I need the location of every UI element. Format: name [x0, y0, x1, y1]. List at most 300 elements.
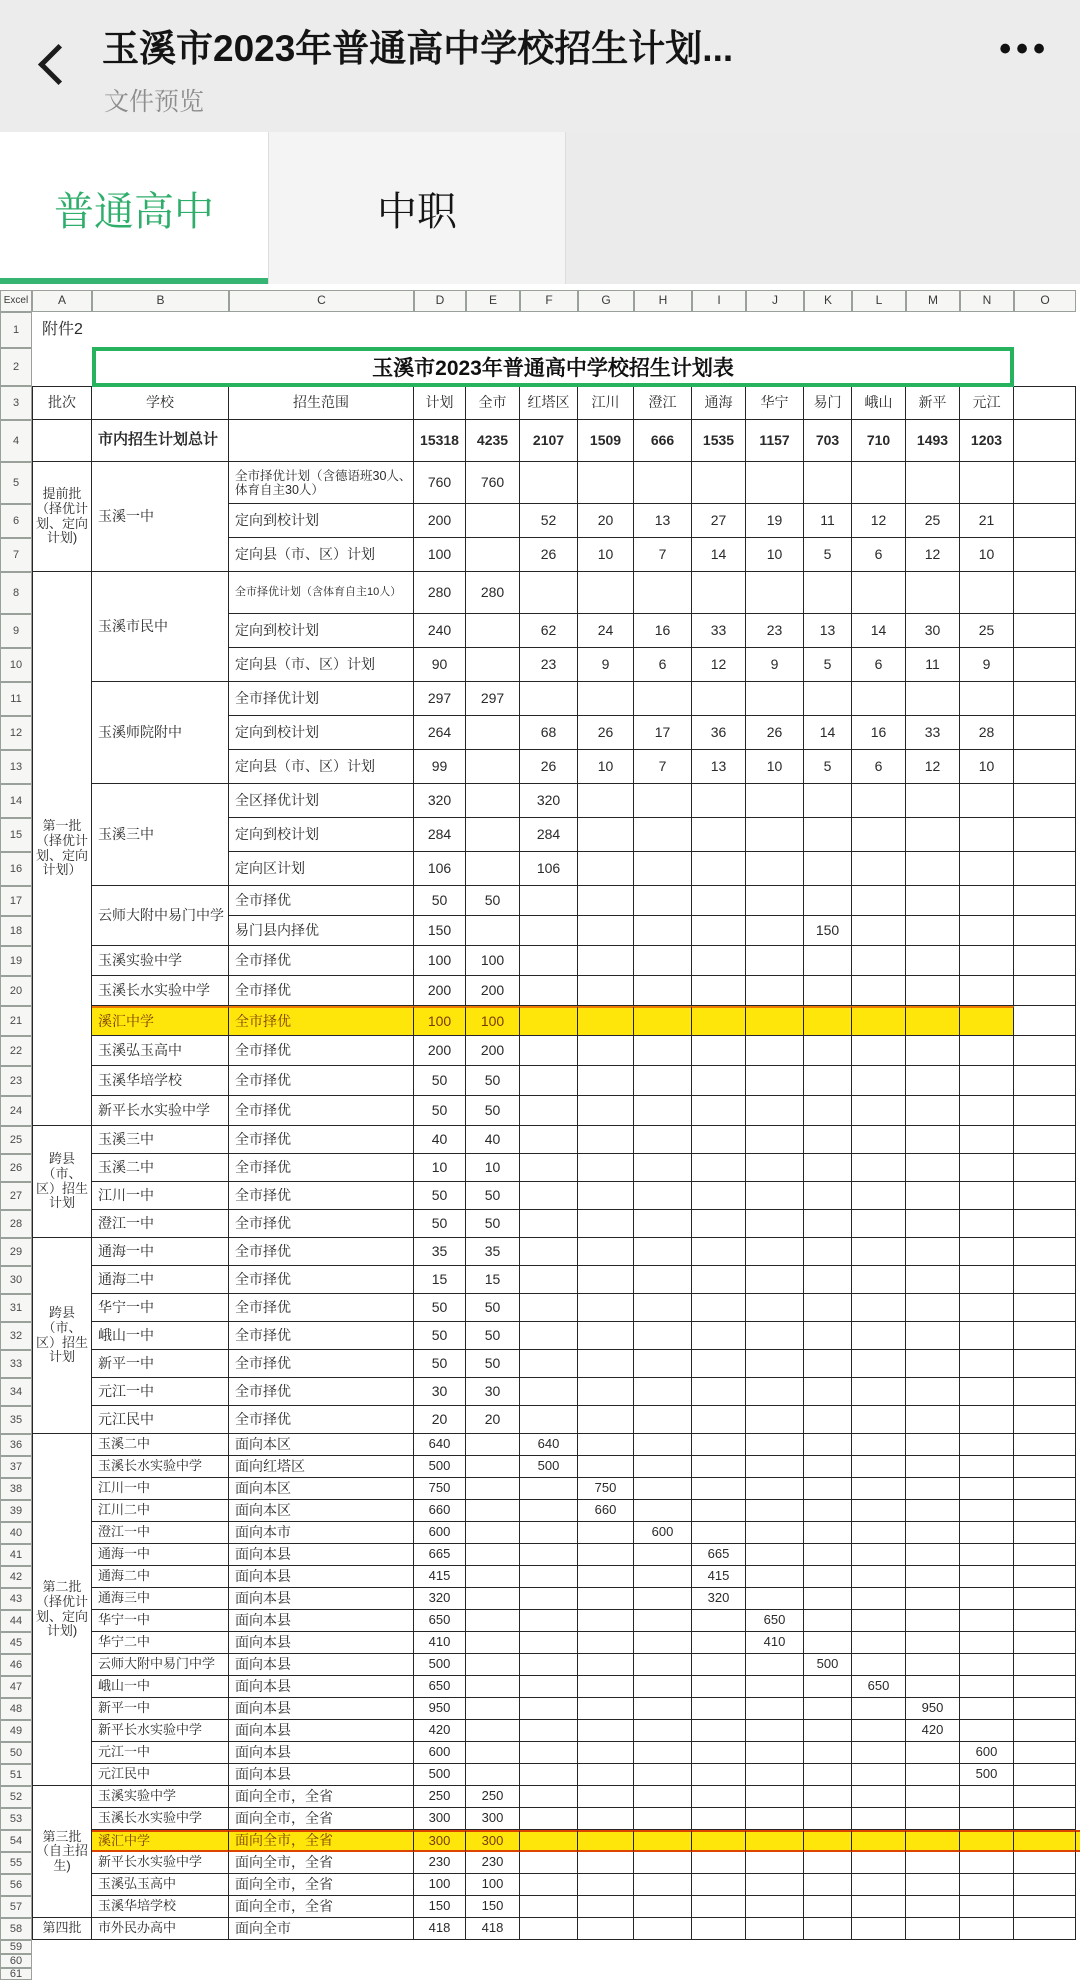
row-number-18: 18: [0, 916, 32, 946]
cell-M13: 12: [906, 750, 960, 784]
row-number-39: 39: [0, 1500, 32, 1522]
cell-E35: 20: [466, 1406, 520, 1434]
cell-E17: 50: [466, 886, 520, 916]
cell-H24: [634, 1096, 692, 1126]
cell-I18: [692, 916, 746, 946]
cell-I7: 14: [692, 538, 746, 572]
cell-F32: [520, 1322, 578, 1350]
cell-F29: [520, 1238, 578, 1266]
cell-D24: 50: [414, 1096, 466, 1126]
school-cell-5: 玉溪一中: [92, 462, 229, 572]
cell-O13: [1014, 750, 1076, 784]
page-title: 玉溪市2023年普通高中学校招生计划...: [102, 28, 734, 66]
cell-J13: 10: [746, 750, 804, 784]
cell-M31: [906, 1294, 960, 1322]
page-subtitle: 文件预览: [104, 88, 205, 116]
table-title: 玉溪市2023年普通高中学校招生计划表: [92, 347, 1014, 387]
row-number-10: 10: [0, 648, 32, 682]
cell-H32: [634, 1322, 692, 1350]
cell-O5: [1014, 462, 1076, 504]
cell-F13: 26: [520, 750, 578, 784]
cell-H53: [634, 1808, 692, 1830]
row-number-36: 36: [0, 1434, 32, 1456]
cell-K38: [804, 1478, 852, 1500]
cell-D58: 418: [414, 1918, 466, 1940]
cell-C39: 面向本区: [229, 1500, 414, 1522]
cell-O29: [1014, 1238, 1076, 1266]
cell-F58: [520, 1918, 578, 1940]
cell-N9: 25: [960, 614, 1014, 648]
cell-I49: [692, 1720, 746, 1742]
cell-E31: 50: [466, 1294, 520, 1322]
row-number-13: 13: [0, 750, 32, 784]
cell-D37: 500: [414, 1456, 466, 1478]
row-number-21: 21: [0, 1006, 32, 1036]
cell-J42: [746, 1566, 804, 1588]
cell-K28: [804, 1210, 852, 1238]
row-number-43: 43: [0, 1588, 32, 1610]
cell-E36: [466, 1434, 520, 1456]
cell-G9: 24: [578, 614, 634, 648]
cell-F50: [520, 1742, 578, 1764]
cell-M36: [906, 1434, 960, 1456]
cell-M41: [906, 1544, 960, 1566]
cell-C13: 定向县（市、区）计划: [229, 750, 414, 784]
row-number-48: 48: [0, 1698, 32, 1720]
header-cell-E: 全市: [466, 386, 520, 420]
cell-G46: [578, 1654, 634, 1676]
cell-O9: [1014, 614, 1076, 648]
cell-H57: [634, 1896, 692, 1918]
row-number-55: 55: [0, 1852, 32, 1874]
cell-E23: 50: [466, 1066, 520, 1096]
cell-L28: [852, 1210, 906, 1238]
column-letter-F: F: [520, 290, 578, 312]
cell-C29: 全市择优: [229, 1238, 414, 1266]
cell-E7: [466, 538, 520, 572]
cell-N15: [960, 818, 1014, 852]
total-cell-H: 666: [634, 420, 692, 462]
cell-I17: [692, 886, 746, 916]
cell-J15: [746, 818, 804, 852]
cell-M29: [906, 1238, 960, 1266]
school-cell-29: 通海一中: [92, 1238, 229, 1266]
cell-I13: 13: [692, 750, 746, 784]
cell-L37: [852, 1456, 906, 1478]
cell-E12: [466, 716, 520, 750]
cell-J25: [746, 1126, 804, 1154]
cell-E6: [466, 504, 520, 538]
row-number-27: 27: [0, 1182, 32, 1210]
cell-F9: 62: [520, 614, 578, 648]
cell-L47: 650: [852, 1676, 906, 1698]
cell-C25: 全市择优: [229, 1126, 414, 1154]
more-menu-icon[interactable]: •••: [999, 30, 1050, 68]
cell-N17: [960, 886, 1014, 916]
cell-K40: [804, 1522, 852, 1544]
cell-I33: [692, 1350, 746, 1378]
cell-J52: [746, 1786, 804, 1808]
school-cell-57: 玉溪华培学校: [92, 1896, 229, 1918]
cell-L5: [852, 462, 906, 504]
tab-regular-high-school[interactable]: 普通高中: [0, 132, 268, 284]
cell-J30: [746, 1266, 804, 1294]
cell-N52: [960, 1786, 1014, 1808]
cell-F16: 106: [520, 852, 578, 886]
cell-F55: [520, 1852, 578, 1874]
row-number-53: 53: [0, 1808, 32, 1830]
cell-F39: [520, 1500, 578, 1522]
school-cell-35: 元江民中: [92, 1406, 229, 1434]
cell-H19: [634, 946, 692, 976]
cell-J32: [746, 1322, 804, 1350]
cell-H22: [634, 1036, 692, 1066]
cell-O30: [1014, 1266, 1076, 1294]
cell-I10: 12: [692, 648, 746, 682]
cell-N51: 500: [960, 1764, 1014, 1786]
cell-D28: 50: [414, 1210, 466, 1238]
row-number-6: 6: [0, 504, 32, 538]
cell-N24: [960, 1096, 1014, 1126]
cell-K41: [804, 1544, 852, 1566]
cell-F10: 23: [520, 648, 578, 682]
cell-L18: [852, 916, 906, 946]
school-cell-53: 玉溪长水实验中学: [92, 1808, 229, 1830]
cell-F43: [520, 1588, 578, 1610]
cell-O45: [1014, 1632, 1076, 1654]
cell-L55: [852, 1852, 906, 1874]
batch-cell-52-57: 第三批（自主招生): [32, 1786, 92, 1918]
column-letter-O: O: [1014, 290, 1076, 312]
cell-H45: [634, 1632, 692, 1654]
cell-D31: 50: [414, 1294, 466, 1322]
cell-O19: [1014, 946, 1076, 976]
cell-C5: 全市择优计划（含德语班30人、体育自主30人）: [229, 462, 414, 504]
cell-H11: [634, 682, 692, 716]
row-number-5: 5: [0, 462, 32, 504]
cell-N13: 10: [960, 750, 1014, 784]
cell-A4: [32, 420, 92, 462]
cell-M52: [906, 1786, 960, 1808]
cell-N25: [960, 1126, 1014, 1154]
cell-E39: [466, 1500, 520, 1522]
cell-C44: 面向本县: [229, 1610, 414, 1632]
cell-L29: [852, 1238, 906, 1266]
cell-I55: [692, 1852, 746, 1874]
cell-H54: [634, 1830, 692, 1852]
cell-K19: [804, 946, 852, 976]
cell-F24: [520, 1096, 578, 1126]
cell-L21: [852, 1006, 906, 1036]
cell-H34: [634, 1378, 692, 1406]
cell-N34: [960, 1378, 1014, 1406]
cell-F15: 284: [520, 818, 578, 852]
cell-J12: 26: [746, 716, 804, 750]
row-number-17: 17: [0, 886, 32, 916]
cell-I47: [692, 1676, 746, 1698]
cell-L16: [852, 852, 906, 886]
cell-K31: [804, 1294, 852, 1322]
cell-F48: [520, 1698, 578, 1720]
cell-J38: [746, 1478, 804, 1500]
row-number-58: 58: [0, 1918, 32, 1940]
cell-O21: [1014, 1006, 1076, 1036]
cell-G6: 20: [578, 504, 634, 538]
cell-O38: [1014, 1478, 1076, 1500]
cell-H31: [634, 1294, 692, 1322]
cell-O53: [1014, 1808, 1076, 1830]
cell-E57: 150: [466, 1896, 520, 1918]
cell-C4: [229, 420, 414, 462]
cell-I6: 27: [692, 504, 746, 538]
cell-E28: 50: [466, 1210, 520, 1238]
cell-F21: [520, 1006, 578, 1036]
cell-J46: [746, 1654, 804, 1676]
total-cell-N: 1203: [960, 420, 1014, 462]
cell-G38: 750: [578, 1478, 634, 1500]
cell-L14: [852, 784, 906, 818]
cell-C11: 全市择优计划: [229, 682, 414, 716]
cell-C41: 面向本县: [229, 1544, 414, 1566]
school-cell-39: 江川二中: [92, 1500, 229, 1522]
school-cell-42: 通海二中: [92, 1566, 229, 1588]
cell-I42: 415: [692, 1566, 746, 1588]
cell-J14: [746, 784, 804, 818]
cell-E42: [466, 1566, 520, 1588]
cell-N57: [960, 1896, 1014, 1918]
cell-F42: [520, 1566, 578, 1588]
cell-I30: [692, 1266, 746, 1294]
cell-L49: [852, 1720, 906, 1742]
cell-H42: [634, 1566, 692, 1588]
cell-L50: [852, 1742, 906, 1764]
cell-F57: [520, 1896, 578, 1918]
cell-G17: [578, 886, 634, 916]
cell-J28: [746, 1210, 804, 1238]
cell-O10: [1014, 648, 1076, 682]
cell-K6: 11: [804, 504, 852, 538]
cell-F37: 500: [520, 1456, 578, 1478]
cell-F51: [520, 1764, 578, 1786]
cell-M24: [906, 1096, 960, 1126]
cell-H44: [634, 1610, 692, 1632]
cell-H47: [634, 1676, 692, 1698]
cell-N16: [960, 852, 1014, 886]
cell-F36: 640: [520, 1434, 578, 1456]
cell-I22: [692, 1036, 746, 1066]
cell-I9: 33: [692, 614, 746, 648]
cell-N31: [960, 1294, 1014, 1322]
school-cell-44: 华宁一中: [92, 1610, 229, 1632]
school-cell-41: 通海一中: [92, 1544, 229, 1566]
cell-J10: 9: [746, 648, 804, 682]
cell-D42: 415: [414, 1566, 466, 1588]
row-number-57: 57: [0, 1896, 32, 1918]
cell-L34: [852, 1378, 906, 1406]
spreadsheet-preview[interactable]: [0, 284, 1080, 1980]
cell-I28: [692, 1210, 746, 1238]
row-number-12: 12: [0, 716, 32, 750]
cell-F54: [520, 1830, 578, 1852]
row-number-15: 15: [0, 818, 32, 852]
cell-E45: [466, 1632, 520, 1654]
cell-O48: [1014, 1698, 1076, 1720]
cell-H10: 6: [634, 648, 692, 682]
cell-D40: 600: [414, 1522, 466, 1544]
cell-M26: [906, 1154, 960, 1182]
batch-cell-36-51: 第二批（择优计划、定向计划): [32, 1434, 92, 1786]
column-letter-I: I: [692, 290, 746, 312]
cell-K35: [804, 1406, 852, 1434]
cell-K13: 5: [804, 750, 852, 784]
cell-M42: [906, 1566, 960, 1588]
cell-L30: [852, 1266, 906, 1294]
cell-G27: [578, 1182, 634, 1210]
cell-E8: 280: [466, 572, 520, 614]
cell-F33: [520, 1350, 578, 1378]
cell-D38: 750: [414, 1478, 466, 1500]
cell-J44: 650: [746, 1610, 804, 1632]
cell-H23: [634, 1066, 692, 1096]
cell-K10: 5: [804, 648, 852, 682]
cell-D9: 240: [414, 614, 466, 648]
cell-C53: 面向全市，全省: [229, 1808, 414, 1830]
cell-J39: [746, 1500, 804, 1522]
cell-O37: [1014, 1456, 1076, 1478]
cell-D41: 665: [414, 1544, 466, 1566]
cell-M55: [906, 1852, 960, 1874]
cell-O41: [1014, 1544, 1076, 1566]
cell-L20: [852, 976, 906, 1006]
cell-L42: [852, 1566, 906, 1588]
cell-G22: [578, 1036, 634, 1066]
cell-D48: 950: [414, 1698, 466, 1720]
cell-C32: 全市择优: [229, 1322, 414, 1350]
total-label: 市内招生计划总计: [92, 420, 229, 462]
cell-G35: [578, 1406, 634, 1434]
cell-N27: [960, 1182, 1014, 1210]
cell-L15: [852, 818, 906, 852]
school-cell-48: 新平一中: [92, 1698, 229, 1720]
cell-N14: [960, 784, 1014, 818]
cell-I27: [692, 1182, 746, 1210]
cell-M39: [906, 1500, 960, 1522]
cell-C43: 面向本县: [229, 1588, 414, 1610]
cell-M27: [906, 1182, 960, 1210]
cell-N41: [960, 1544, 1014, 1566]
cell-K37: [804, 1456, 852, 1478]
cell-L27: [852, 1182, 906, 1210]
cell-E32: 50: [466, 1322, 520, 1350]
cell-M23: [906, 1066, 960, 1096]
row-number-60: 60: [0, 1954, 32, 1968]
cell-K30: [804, 1266, 852, 1294]
cell-K12: 14: [804, 716, 852, 750]
cell-G57: [578, 1896, 634, 1918]
row-number-25: 25: [0, 1126, 32, 1154]
cell-C23: 全市择优: [229, 1066, 414, 1096]
cell-M28: [906, 1210, 960, 1238]
cell-K58: [804, 1918, 852, 1940]
cell-N56: [960, 1874, 1014, 1896]
cell-O18: [1014, 916, 1076, 946]
batch-cell-29-35: 跨县（市、区）招生计划: [32, 1238, 92, 1434]
tab-vocational[interactable]: 中职: [268, 132, 566, 284]
cell-F6: 52: [520, 504, 578, 538]
row-number-44: 44: [0, 1610, 32, 1632]
cell-G45: [578, 1632, 634, 1654]
cell-C20: 全市择优: [229, 976, 414, 1006]
school-cell-45: 华宁二中: [92, 1632, 229, 1654]
cell-D17: 50: [414, 886, 466, 916]
row-number-11: 11: [0, 682, 32, 716]
school-cell-22: 玉溪弘玉高中: [92, 1036, 229, 1066]
cell-G50: [578, 1742, 634, 1764]
cell-N44: [960, 1610, 1014, 1632]
cell-C21: 全市择优: [229, 1006, 414, 1036]
cell-N42: [960, 1566, 1014, 1588]
cell-O17: [1014, 886, 1076, 916]
cell-L54: [852, 1830, 906, 1852]
cell-D15: 284: [414, 818, 466, 852]
row-number-41: 41: [0, 1544, 32, 1566]
cell-F38: [520, 1478, 578, 1500]
cell-C19: 全市择优: [229, 946, 414, 976]
header-cell-G: 江川: [578, 386, 634, 420]
cell-E26: 10: [466, 1154, 520, 1182]
cell-N39: [960, 1500, 1014, 1522]
cell-G43: [578, 1588, 634, 1610]
cell-E38: [466, 1478, 520, 1500]
cell-J23: [746, 1066, 804, 1096]
cell-L40: [852, 1522, 906, 1544]
school-cell-30: 通海二中: [92, 1266, 229, 1294]
cell-K44: [804, 1610, 852, 1632]
cell-L35: [852, 1406, 906, 1434]
cell-D12: 264: [414, 716, 466, 750]
cell-K33: [804, 1350, 852, 1378]
cell-L46: [852, 1654, 906, 1676]
cell-D32: 50: [414, 1322, 466, 1350]
row-number-46: 46: [0, 1654, 32, 1676]
column-letter-H: H: [634, 290, 692, 312]
cell-O42: [1014, 1566, 1076, 1588]
back-button[interactable]: [30, 40, 80, 90]
cell-E54: 300: [466, 1830, 520, 1852]
cell-J26: [746, 1154, 804, 1182]
cell-K18: 150: [804, 916, 852, 946]
cell-O28: [1014, 1210, 1076, 1238]
cell-N37: [960, 1456, 1014, 1478]
cell-K50: [804, 1742, 852, 1764]
cell-C40: 面向本市: [229, 1522, 414, 1544]
school-cell-38: 江川一中: [92, 1478, 229, 1500]
cell-D44: 650: [414, 1610, 466, 1632]
cell-C55: 面向全市，全省: [229, 1852, 414, 1874]
cell-M30: [906, 1266, 960, 1294]
cell-K25: [804, 1126, 852, 1154]
cell-K11: [804, 682, 852, 716]
cell-E41: [466, 1544, 520, 1566]
cell-F45: [520, 1632, 578, 1654]
cell-J5: [746, 462, 804, 504]
column-letter-G: G: [578, 290, 634, 312]
cell-D50: 600: [414, 1742, 466, 1764]
cell-G15: [578, 818, 634, 852]
row-number-35: 35: [0, 1406, 32, 1434]
cell-L45: [852, 1632, 906, 1654]
cell-F52: [520, 1786, 578, 1808]
